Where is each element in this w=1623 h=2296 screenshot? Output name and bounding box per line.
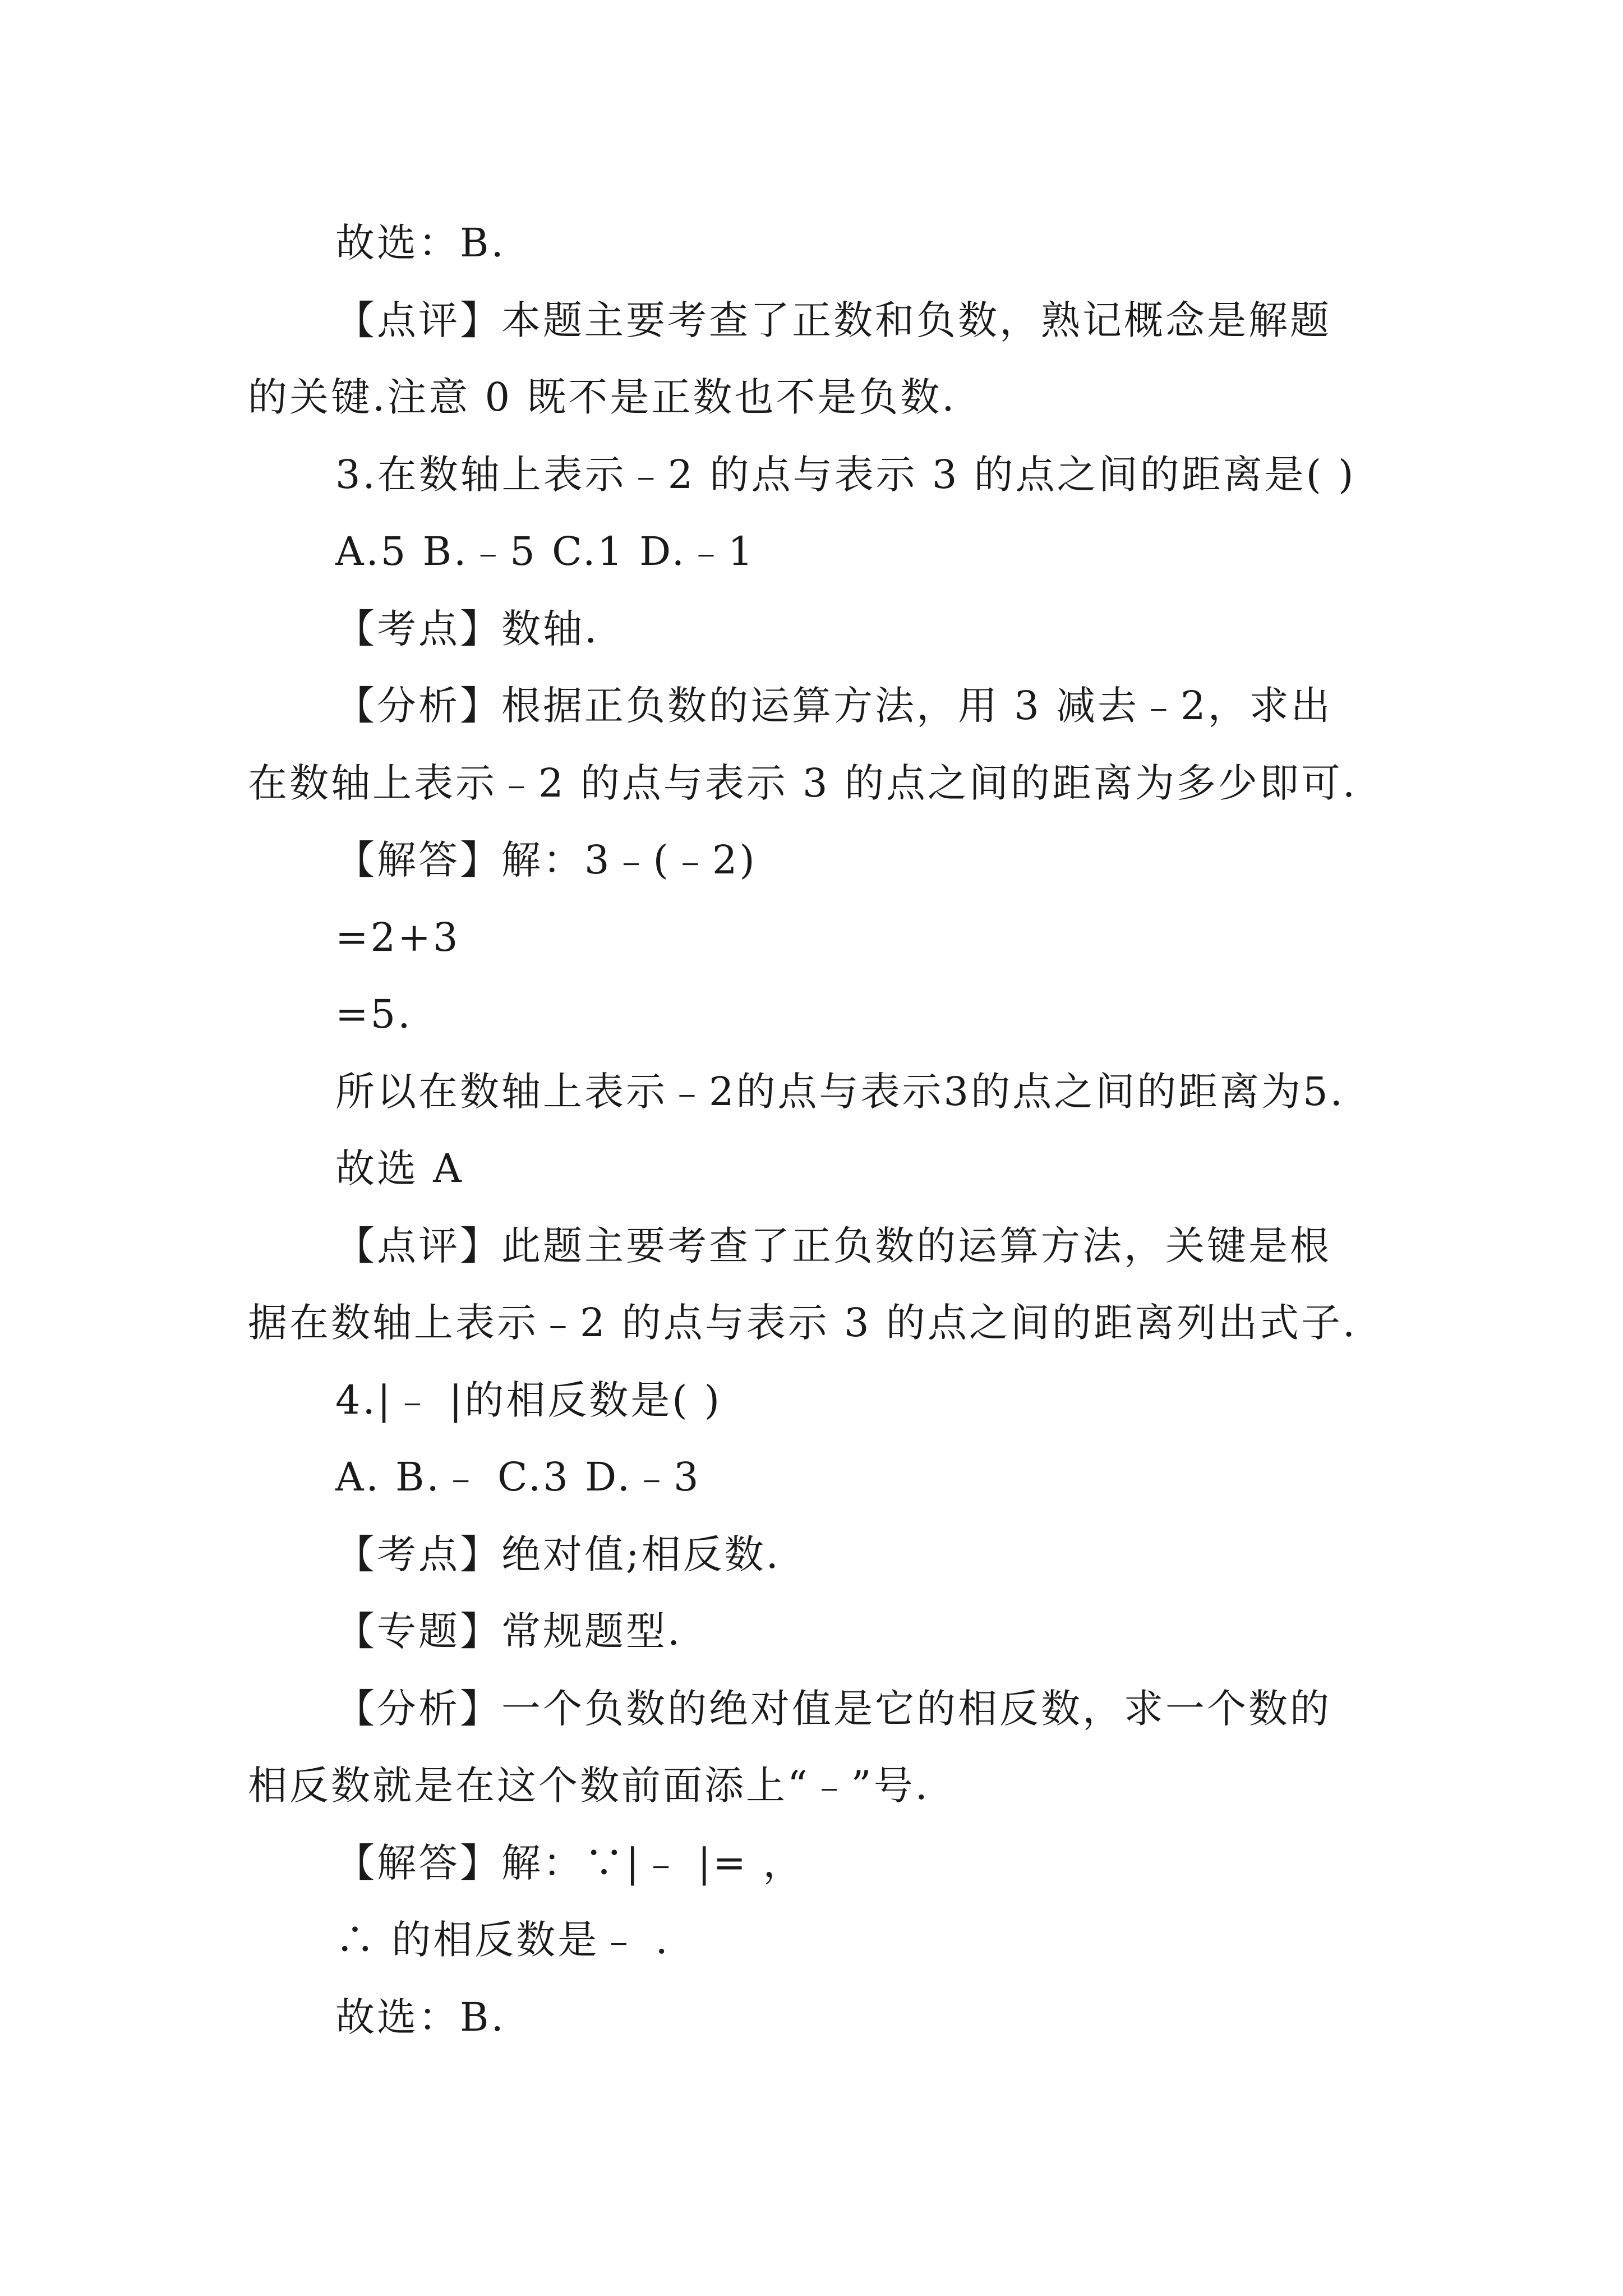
comment-heading-1: 【点评】本题主要考查了正数和负数，熟记概念是解题 xyxy=(335,297,1331,343)
analysis-4: 【分析】一个负数的绝对值是它的相反数，求一个数的 xyxy=(335,1686,1331,1732)
question-4: 4.|﹣ |的相反数是( ) xyxy=(335,1377,722,1423)
solution-3-step-1: =2+3 xyxy=(335,914,460,960)
analysis-3-continuation: 在数轴上表示﹣2 的点与表示 3 的点之间的距离为多少即可. xyxy=(248,760,1358,806)
solution-4-conclusion: ∴ 的相反数是﹣ . xyxy=(335,1917,670,1963)
special-topic: 【专题】常规题型. xyxy=(335,1608,683,1654)
solution-3-conclusion: 所以在数轴上表示﹣2的点与表示3的点之间的距离为5. xyxy=(335,1069,1345,1115)
topic-absolute-value: 【考点】绝对值;相反数. xyxy=(335,1531,781,1577)
solution-4: 【解答】解：∵|﹣ |= ， xyxy=(335,1840,805,1886)
comment-continuation-1: 的关键.注意 0 既不是正数也不是负数. xyxy=(248,374,957,420)
topic-number-line: 【考点】数轴. xyxy=(335,606,600,652)
answer-choice-a: 故选 A xyxy=(335,1145,464,1191)
question-3: 3.在数轴上表示﹣2 的点与表示 3 的点之间的距离是( ) xyxy=(335,452,1356,498)
solution-3-step-2: =5. xyxy=(335,991,413,1037)
comment-3-continuation: 据在数轴上表示﹣2 的点与表示 3 的点之间的距离列出式子. xyxy=(248,1300,1358,1346)
analysis-3: 【分析】根据正负数的运算方法，用 3 减去﹣2，求出 xyxy=(335,683,1332,729)
answer-choice-b-2: 故选：B. xyxy=(335,1994,506,2040)
question-4-options: A. B.﹣ C.3 D.﹣3 xyxy=(335,1454,701,1500)
solution-3: 【解答】解：3﹣(﹣2) xyxy=(335,837,757,883)
answer-choice-b-1: 故选：B. xyxy=(335,220,506,266)
question-3-options: A.5 B.﹣5 C.1 D.﹣1 xyxy=(335,528,755,574)
analysis-4-continuation: 相反数就是在这个数前面添上“﹣”号. xyxy=(248,1763,930,1809)
comment-heading-3: 【点评】此题主要考查了正负数的运算方法，关键是根 xyxy=(335,1223,1331,1269)
